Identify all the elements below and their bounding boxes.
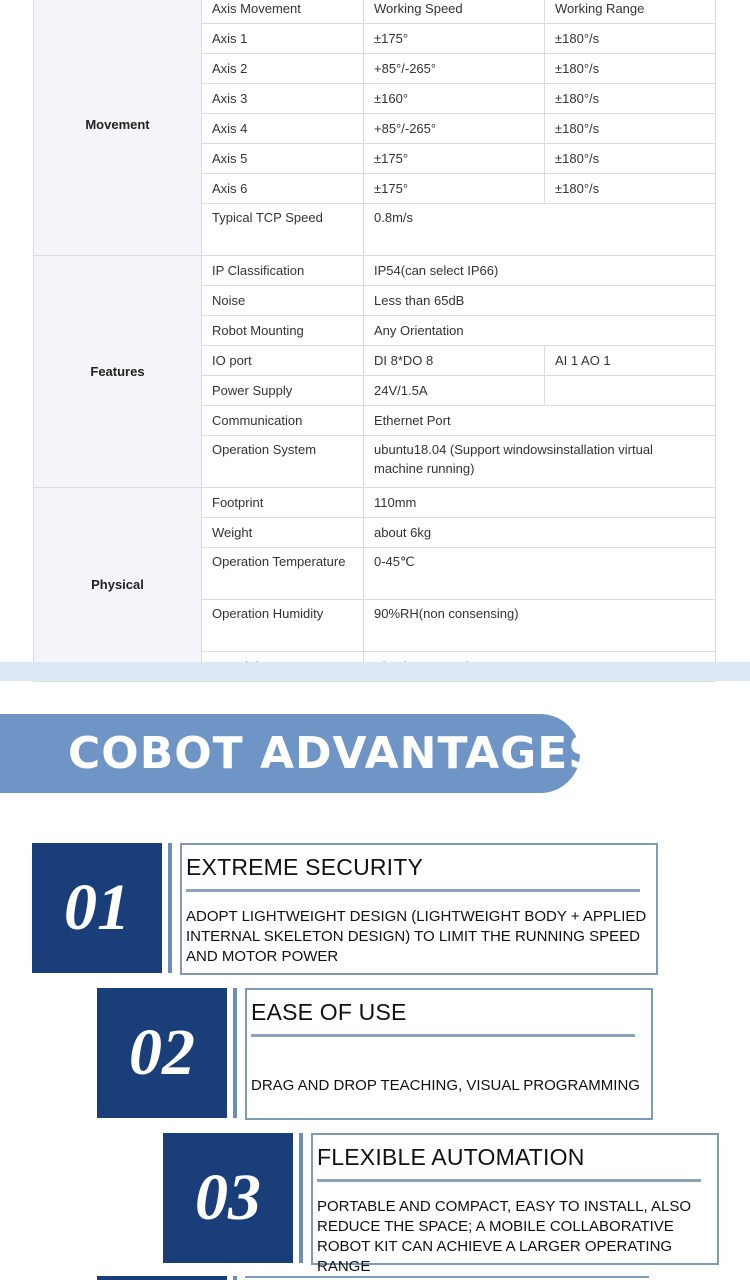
advantage-title: EASE OF USE xyxy=(251,999,407,1025)
advantage-title: FLEXIBLE AUTOMATION xyxy=(317,1144,585,1170)
category-features: Features xyxy=(34,256,202,488)
row-label: Axis 1 xyxy=(202,24,364,54)
row-value: 110mm xyxy=(364,488,716,518)
row-extra: ±180°/s xyxy=(545,144,716,174)
row-extra: ±180°/s xyxy=(545,24,716,54)
advantage-card xyxy=(245,988,653,1120)
row-extra: AI 1 AO 1 xyxy=(545,346,716,376)
row-extra: ±180°/s xyxy=(545,174,716,204)
next-advantage-number xyxy=(97,1276,227,1280)
row-value: 90%RH(non consensing) xyxy=(364,600,716,652)
advantage-number: 02 xyxy=(97,988,227,1118)
advantage-card xyxy=(180,843,658,975)
row-label: Operation Temperature xyxy=(202,548,364,600)
advantage-title: EXTREME SECURITY xyxy=(186,854,424,880)
row-value: Less than 65dB xyxy=(364,286,716,316)
spec-table xyxy=(33,0,716,682)
row-label: Typical TCP Speed xyxy=(202,204,364,256)
advantage-description: DRAG AND DROP TEACHING, VISUAL PROGRAMMING xyxy=(251,1077,640,1094)
title-underline xyxy=(251,1034,635,1037)
row-value: +85°/-265° xyxy=(364,54,545,84)
row-extra: ±180°/s xyxy=(545,114,716,144)
row-label: Axis 2 xyxy=(202,54,364,84)
row-extra: ±180°/s xyxy=(545,84,716,114)
row-label: Weight xyxy=(202,518,364,548)
advantage-description: ADOPT LIGHTWEIGHT DESIGN (LIGHTWEIGHT BODY + APPLIED INTERNAL SKELETON DESIGN) TO LIMIT THE RUNNING SPEED AND MOTOR POWER xyxy=(186,908,647,965)
row-extra: Working Range xyxy=(545,0,716,24)
row-value: IP54(can select IP66) xyxy=(364,256,716,286)
section-divider xyxy=(0,662,750,681)
row-extra: ±180°/s xyxy=(545,54,716,84)
row-label: Axis 6 xyxy=(202,174,364,204)
row-value: Ethernet Port xyxy=(364,406,716,436)
row-label: Communication xyxy=(202,406,364,436)
row-value: about 6kg xyxy=(364,518,716,548)
next-advantage-card xyxy=(245,1276,649,1280)
row-value: ±175° xyxy=(364,174,545,204)
row-label: Axis 4 xyxy=(202,114,364,144)
advantage-number: 01 xyxy=(32,843,162,973)
row-value: +85°/-265° xyxy=(364,114,545,144)
advantage-description: PORTABLE AND COMPACT, EASY TO INSTALL, ALSO REDUCE THE SPACE; A MOBILE COLLABORATIVE ROBOT KIT CAN ACHIEVE A LARGER OPERATING RANGE xyxy=(317,1198,692,1275)
row-extra xyxy=(545,376,716,406)
advantage-card xyxy=(311,1133,719,1275)
accent-bar xyxy=(168,843,172,973)
row-value: Working Speed xyxy=(364,0,545,24)
row-label: IO port xyxy=(202,346,364,376)
accent-bar xyxy=(299,1133,303,1263)
row-value: Any Orientation xyxy=(364,316,716,346)
section-title: COBOT ADVANTAGES xyxy=(68,728,601,779)
row-value: 0-45℃ xyxy=(364,548,716,600)
row-label: Operation System xyxy=(202,436,364,488)
row-label: Power Supply xyxy=(202,376,364,406)
row-value: ±175° xyxy=(364,24,545,54)
category-movement: Movement xyxy=(34,0,202,256)
row-label: Operation Humidity xyxy=(202,600,364,652)
row-label: Axis 5 xyxy=(202,144,364,174)
row-label: Noise xyxy=(202,286,364,316)
title-underline xyxy=(317,1179,701,1182)
title-underline xyxy=(186,889,640,892)
row-label: Footprint xyxy=(202,488,364,518)
table-row xyxy=(34,488,716,518)
row-value: ±175° xyxy=(364,144,545,174)
row-label: Robot Mounting xyxy=(202,316,364,346)
next-accent-bar xyxy=(233,1276,237,1280)
row-value: ubuntu18.04 (Support windowsinstallation virtual machine running) xyxy=(364,436,716,488)
category-physical: Physical xyxy=(34,488,202,682)
accent-bar xyxy=(233,988,237,1118)
advantage-number: 03 xyxy=(163,1133,293,1263)
row-label: Axis 3 xyxy=(202,84,364,114)
row-label: Axis Movement xyxy=(202,0,364,24)
row-value: DI 8*DO 8 xyxy=(364,346,545,376)
row-value: ±160° xyxy=(364,84,545,114)
row-value: 0.8m/s xyxy=(364,204,716,256)
row-value: 24V/1.5A xyxy=(364,376,545,406)
row-label: IP Classification xyxy=(202,256,364,286)
table-row xyxy=(34,256,716,286)
table-row xyxy=(34,0,716,24)
